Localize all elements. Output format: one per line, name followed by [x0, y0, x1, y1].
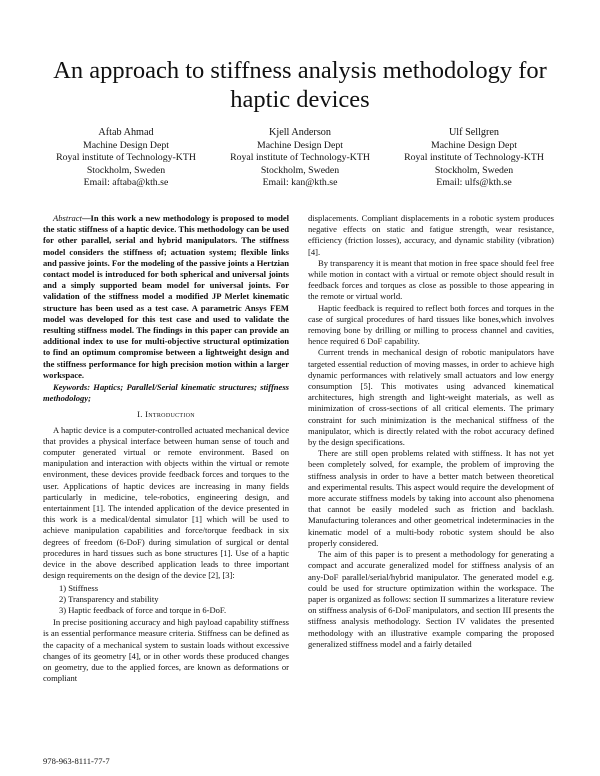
author-email: Email: ulfs@kth.se	[436, 177, 512, 189]
stiffness-paragraph: In precise positioning accuracy and high payload capability stiffness is an essential performance measure criteria. Stiffness can be defined as the capacity of a mechanical system to sustain loads without excessive changes of its geometry [4], or in other words these produced changes on geometry, due to the applied forces, are known as deformations or compliant	[43, 617, 289, 684]
body-paragraph: There are still open problems related with stiffness. It has not yet been completely solved, for example, the problem of improving the stiffness analysis in order to have a better match between theoretical and experimental results. This aspect would require the development of more accurate stiffness models by taking into account also phenomena that cannot be easily modeled such as friction and backlash. Manufacturing tolerances and other geometrical indeterminacies in the kinematic model of a multi-body robotic system should be also properly considered.	[308, 448, 554, 548]
body-paragraph: Haptic feedback is required to reflect both forces and torques in the case of surgical procedures of hard tissues like bones,which involves removing bone by drilling or milling to process channel and cavities, hence required 6 DoF capability.	[308, 302, 554, 347]
left-column	[43, 213, 289, 684]
list-item: 3) Haptic feedback of force and torque in 6-DoF.	[59, 604, 227, 615]
body-paragraph: The aim of this paper is to present a methodology for generating a compact and accurate generalized model for stiffness analysis of an any-DoF parallel/serial/hybrid manipulator. The generated model e.g. could be used for structure optimization within the workspace. The paper is organized as follows: section II summarizes a literature review on stiffness analysis of 6-DoF manipulators, and section III presents the stiffness analysis methodology. Section IV validates the presented methodology with an illustrative example comparing the proposed generalized stiffness model and a fairly detailed	[308, 549, 554, 649]
author-city: Stockholm, Sweden	[260, 164, 340, 176]
author-city: Stockholm, Sweden	[86, 164, 166, 176]
body-paragraph: displacements. Compliant displacements in a robotic system produces negative effects on static and fatigue strength, wear resistance, efficiency (friction losses), accuracy, and dynamic stability (vibration) [4].	[308, 213, 554, 257]
body-paragraph: Current trends in mechanical design of robotic manipulators have targeted essential reduction of moving masses, in order to achieve high dynamic performances with relatively small actuators and low energy consumption [5]. This motivates using advanced kinematical architectures, high strength and light-weight materials, as well as minimization of cross-sections of all critical elements. The primary constraint for such minimization is the mechanical stiffness of the manipulator, which is directly related with the robot accuracy defined by the design specifications.	[308, 347, 554, 448]
author-block	[40, 127, 560, 190]
keywords: Keywords: Haptics; Parallel/Serial kinematic structures; stiffness methodology;	[43, 382, 289, 404]
author-dept: Machine Design Dept	[83, 139, 169, 151]
author-2	[214, 127, 386, 190]
author-name: Aftab Ahmad	[98, 127, 154, 138]
author-dept: Machine Design Dept	[257, 139, 343, 151]
author-institution: Royal institute of Technology-KTH	[230, 152, 370, 164]
list-item: 1) Stiffness	[59, 582, 99, 593]
right-column	[308, 213, 554, 650]
author-city: Stockholm, Sweden	[434, 164, 514, 176]
author-institution: Royal institute of Technology-KTH	[56, 152, 196, 164]
author-1	[40, 127, 212, 190]
section-heading-introduction: I. Introduction	[137, 409, 195, 420]
isbn-footer: 978-963-8111-77-7	[43, 756, 110, 766]
author-name: Ulf Sellgren	[448, 127, 500, 138]
author-name: Kjell Anderson	[269, 127, 331, 138]
author-email: Email: kan@kth.se	[262, 177, 338, 189]
abstract-lead: Abstract	[53, 213, 82, 223]
abstract	[43, 213, 289, 381]
abstract-text: —In this work a new methodology is proposed to model the static stiffness of a haptic device. This methodology can be used for other parallel, serial and hybrid manipulators. The stiffness model considers the stiffness of; actuation system; flexible links and passive joints. For the modeling of the passive joints a Hertzian contact model is introduced for both spherical and universal joints and a simply supported beam model for universal joints. For validation of the stiffness model a modified JP Merlet kinematic structure has been used as a test case. A parametric Ansys FEM model was developed for this test case and used to validate the resulting stiffness model. The findings in this paper can provide an additional index to use for multi-objective structural optimization to find an optimum compromise between a lightweight design and the stiffness performance for high precision motion within a larger workspace.	[43, 213, 289, 380]
paper-title: An approach to stiffness analysis methodology for haptic devices	[53, 57, 547, 113]
list-item: 2) Transparency and stability	[59, 593, 159, 604]
intro-paragraph: A haptic device is a computer-controlled actuated mechanical device that provides a physical interface between human sense of touch and computer generated virtual or remote environment. Based on manipulation and interaction with objects within the virtual or remote environment, these devices provide feedback forces and torques to the user. Applications of haptic devices are increasing in many fields particularly in medicine, tele-robotics, engineering design, and entertainment [1]. The intended application of the device presented in this work is a medical/dental simulator [1] which will be used to achieve manipulation capabilities and force/torque feedback in six degrees of freedom (6-DoF) during simulation of surgical or dental procedures in hard tissues such as bone structures [1]. Use of a haptic device in the above described application leads to three important design requirements on the design of the device [2], [3]:	[43, 424, 289, 581]
author-dept: Machine Design Dept	[431, 139, 517, 151]
author-institution: Royal institute of Technology-KTH	[404, 152, 544, 164]
author-3	[388, 127, 560, 190]
body-paragraph: By transparency it is meant that motion in free space should feel free while motion in contact with a virtual or remote object should result in feedback forces and torques as close as possible to those appearing in the remote or virtual world.	[308, 257, 554, 302]
requirements-list	[43, 583, 289, 617]
author-email: Email: aftaba@kth.se	[83, 177, 169, 189]
